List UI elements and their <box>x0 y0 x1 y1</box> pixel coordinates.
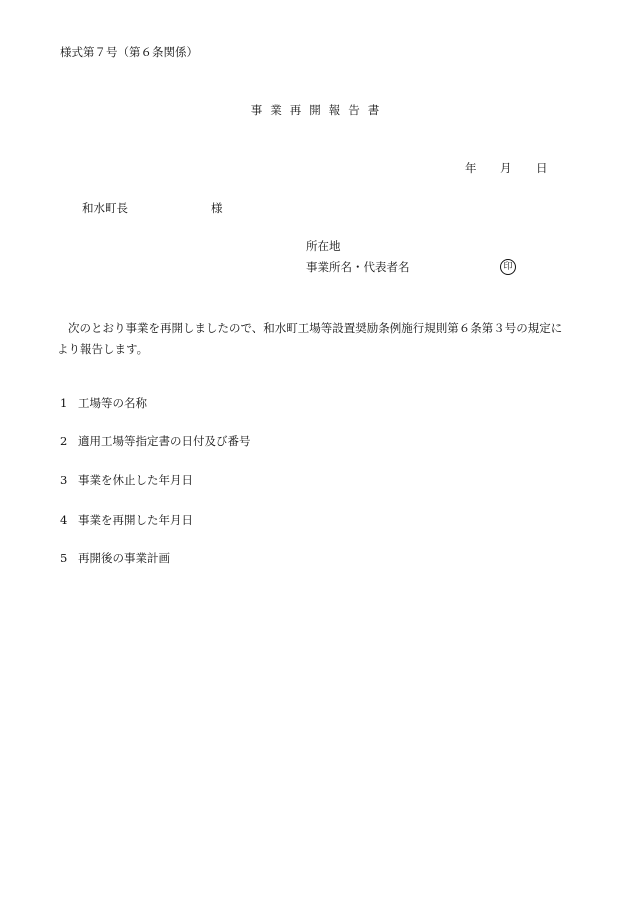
body-paragraph: 次のとおり事業を再開しましたので、和水町工場等設置奨励条例施行規則第６条第３号の規定により報告します。 <box>57 321 563 356</box>
honorific: 様 <box>211 201 223 215</box>
item-number: 3 <box>60 473 68 487</box>
date-day-label: 日 <box>536 161 548 175</box>
list-item <box>60 552 170 566</box>
addressee: 和水町長 <box>82 201 128 215</box>
list-item <box>60 474 193 488</box>
item-number: 1 <box>60 396 68 410</box>
document-title: 事業再開報告書 <box>250 103 388 117</box>
item-number: 2 <box>60 434 68 448</box>
item-label: 事業を再開した年月日 <box>78 513 193 527</box>
item-label: 事業を休止した年月日 <box>78 473 193 487</box>
item-number: 5 <box>60 551 68 565</box>
list-item <box>60 397 147 411</box>
item-label: 再開後の事業計画 <box>78 551 170 565</box>
date-year-label: 年 <box>465 161 477 175</box>
seal-icon: 印 <box>500 259 516 275</box>
item-number: 4 <box>60 513 68 527</box>
form-number: 様式第７号（第６条関係） <box>60 45 198 59</box>
item-label: 工場等の名称 <box>78 396 147 410</box>
list-item <box>60 435 251 449</box>
sender-address-label: 所在地 <box>306 239 341 253</box>
item-label: 適用工場等指定書の日付及び番号 <box>78 434 251 448</box>
date-month-label: 月 <box>500 161 512 175</box>
list-item <box>60 514 193 528</box>
sender-name-label: 事業所名・代表者名 <box>306 260 410 274</box>
